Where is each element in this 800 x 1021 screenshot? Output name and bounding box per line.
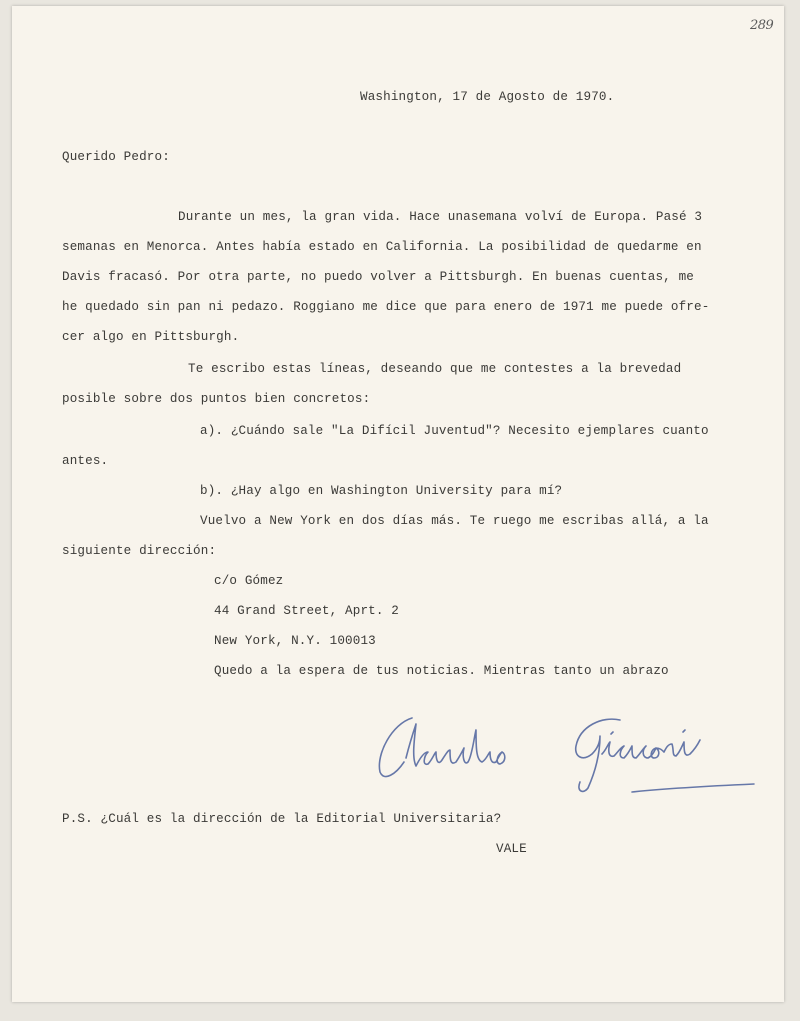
point-b: b). ¿Hay algo en Washington University para mí?: [200, 484, 563, 498]
paragraph-1-line-5: cer algo en Pittsburgh.: [62, 330, 240, 344]
address-line-1: c/o Gómez: [214, 574, 284, 588]
closing-line: Quedo a la espera de tus noticias. Mientras tanto un abrazo: [214, 664, 669, 678]
postscript: P.S. ¿Cuál es la dirección de la Editorial Universitaria?: [62, 812, 502, 826]
handwritten-signature: [370, 696, 770, 806]
point-a-line-2: antes.: [62, 454, 109, 468]
vale-sign-off: VALE: [496, 842, 527, 856]
paragraph-1-line-3: Davis fracasó. Por otra parte, no puedo volver a Pittsburgh. En buenas cuentas, me: [62, 270, 695, 284]
letter-sheet: [12, 6, 784, 1002]
address-line-2: 44 Grand Street, Aprt. 2: [214, 604, 399, 618]
paragraph-2-line-2: posible sobre dos puntos bien concretos:: [62, 392, 371, 406]
paragraph-3-line-1: Vuelvo a New York en dos días más. Te ruego me escribas allá, a la: [200, 514, 709, 528]
folio-number: 289: [750, 18, 774, 33]
paragraph-3-line-2: siguiente dirección:: [62, 544, 217, 558]
paragraph-2-line-1: Te escribo estas líneas, deseando que me contestes a la brevedad: [188, 362, 682, 376]
paragraph-1-line-4: he quedado sin pan ni pedazo. Roggiano me dice que para enero de 1971 me puede ofre-: [62, 300, 710, 314]
date-line: Washington, 17 de Agosto de 1970.: [360, 90, 615, 104]
paragraph-1-line-2: semanas en Menorca. Antes había estado en California. La posibilidad de quedarme en: [62, 240, 702, 254]
address-line-3: New York, N.Y. 100013: [214, 634, 376, 648]
point-a-line-1: a). ¿Cuándo sale "La Difícil Juventud"? Necesito ejemplares cuanto: [200, 424, 709, 438]
paragraph-1-line-1: Durante un mes, la gran vida. Hace unasemana volví de Europa. Pasé 3: [178, 210, 703, 224]
salutation: Querido Pedro:: [62, 150, 170, 164]
